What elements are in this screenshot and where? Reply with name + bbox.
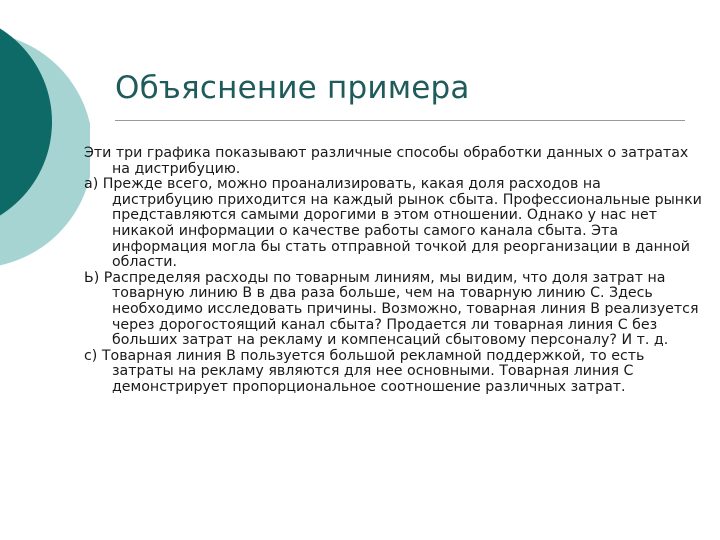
paragraph-c: с) Товарная линия В пользуется большой рекламной поддержкой, то есть затраты на рекламу являются для нее основными. Товарная линия С демонстрирует пропорциональное соотношение различных затрат.	[84, 347, 645, 395]
slide-title: Объяснение примера	[115, 70, 470, 106]
paragraph-a: а) Прежде всего, можно проанализировать, какая доля расходов на дистрибуцию приходится на каждый рынок сбыта. Профессиональные рынки представляются самыми дорогими в этом отношении. Однако у нас нет никакой информации о качестве работы самого канала сбыта. Эта информация могла бы стать отправной точкой для реорганизации в данной области.	[84, 176, 702, 271]
paragraph-b: Ь) Распределяя расходы по товарным линиям, мы видим, что доля затрат на товарную линию В в два раза больше, чем на товарную линию С. Здесь необходимо исследовать причины. Возможно, товарная линия В реализуется через дорогостоящий канал сбыта? Продается ли товарная линия С без больших затрат на рекламу и компенсаций сбытовому персоналу? И т. д.	[84, 269, 699, 349]
slide-body	[84, 146, 704, 396]
title-divider	[115, 120, 685, 121]
paragraph-intro: Эти три графика показывают различные способы обработки данных о затратах на дистрибуцию.	[84, 145, 689, 177]
slide-decoration	[0, 0, 90, 300]
